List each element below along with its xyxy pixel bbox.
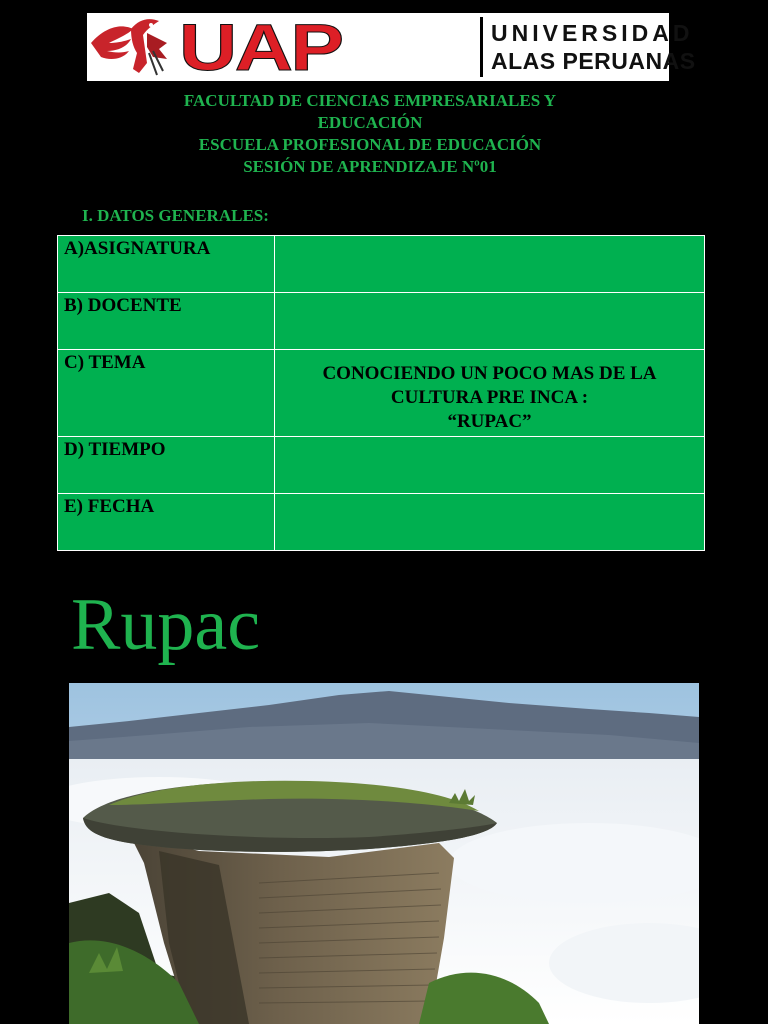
- university-logo: [87, 10, 696, 84]
- main-title: Rupac: [71, 584, 261, 666]
- university-name-line1: UNIVERSIDAD: [491, 20, 694, 46]
- logo-divider: [480, 17, 483, 77]
- table-row: [58, 293, 705, 350]
- header-school: ESCUELA PROFESIONAL DE EDUCACIÓN: [198, 135, 542, 154]
- row-label: C) TEMA: [58, 350, 275, 437]
- row-label: A)ASIGNATURA: [58, 236, 275, 293]
- table-row: [58, 494, 705, 551]
- header-session: SESIÓN DE APRENDIZAJE Nº01: [243, 157, 497, 176]
- row-label: B) DOCENTE: [58, 293, 275, 350]
- condor-emblem-icon: [87, 13, 175, 81]
- table-row: [58, 350, 705, 437]
- tema-line: CONOCIENDO UN POCO MAS DE LA: [322, 363, 657, 384]
- datos-generales-table: [57, 235, 705, 551]
- header-faculty-cont: EDUCACIÓN: [317, 113, 423, 132]
- row-label: D) TIEMPO: [58, 437, 275, 494]
- table-row: [58, 437, 705, 494]
- table-row: [58, 236, 705, 293]
- university-name: [491, 19, 696, 75]
- document-header: [110, 90, 630, 178]
- row-value: [275, 236, 705, 293]
- row-label: E) FECHA: [58, 494, 275, 551]
- row-value: [275, 494, 705, 551]
- tema-line: CULTURA PRE INCA :: [390, 387, 589, 408]
- header-faculty: FACULTAD DE CIENCIAS EMPRESARIALES Y: [183, 91, 557, 110]
- rupac-ruins-photo: [69, 683, 699, 1024]
- university-name-line2: ALAS PERUANAS: [491, 48, 696, 74]
- logo-acronym: UAP: [179, 10, 342, 84]
- row-value: [275, 293, 705, 350]
- row-value: [275, 350, 705, 437]
- tema-line: “RUPAC”: [447, 411, 532, 432]
- section-title: I. DATOS GENERALES:: [82, 206, 269, 225]
- row-value: [275, 437, 705, 494]
